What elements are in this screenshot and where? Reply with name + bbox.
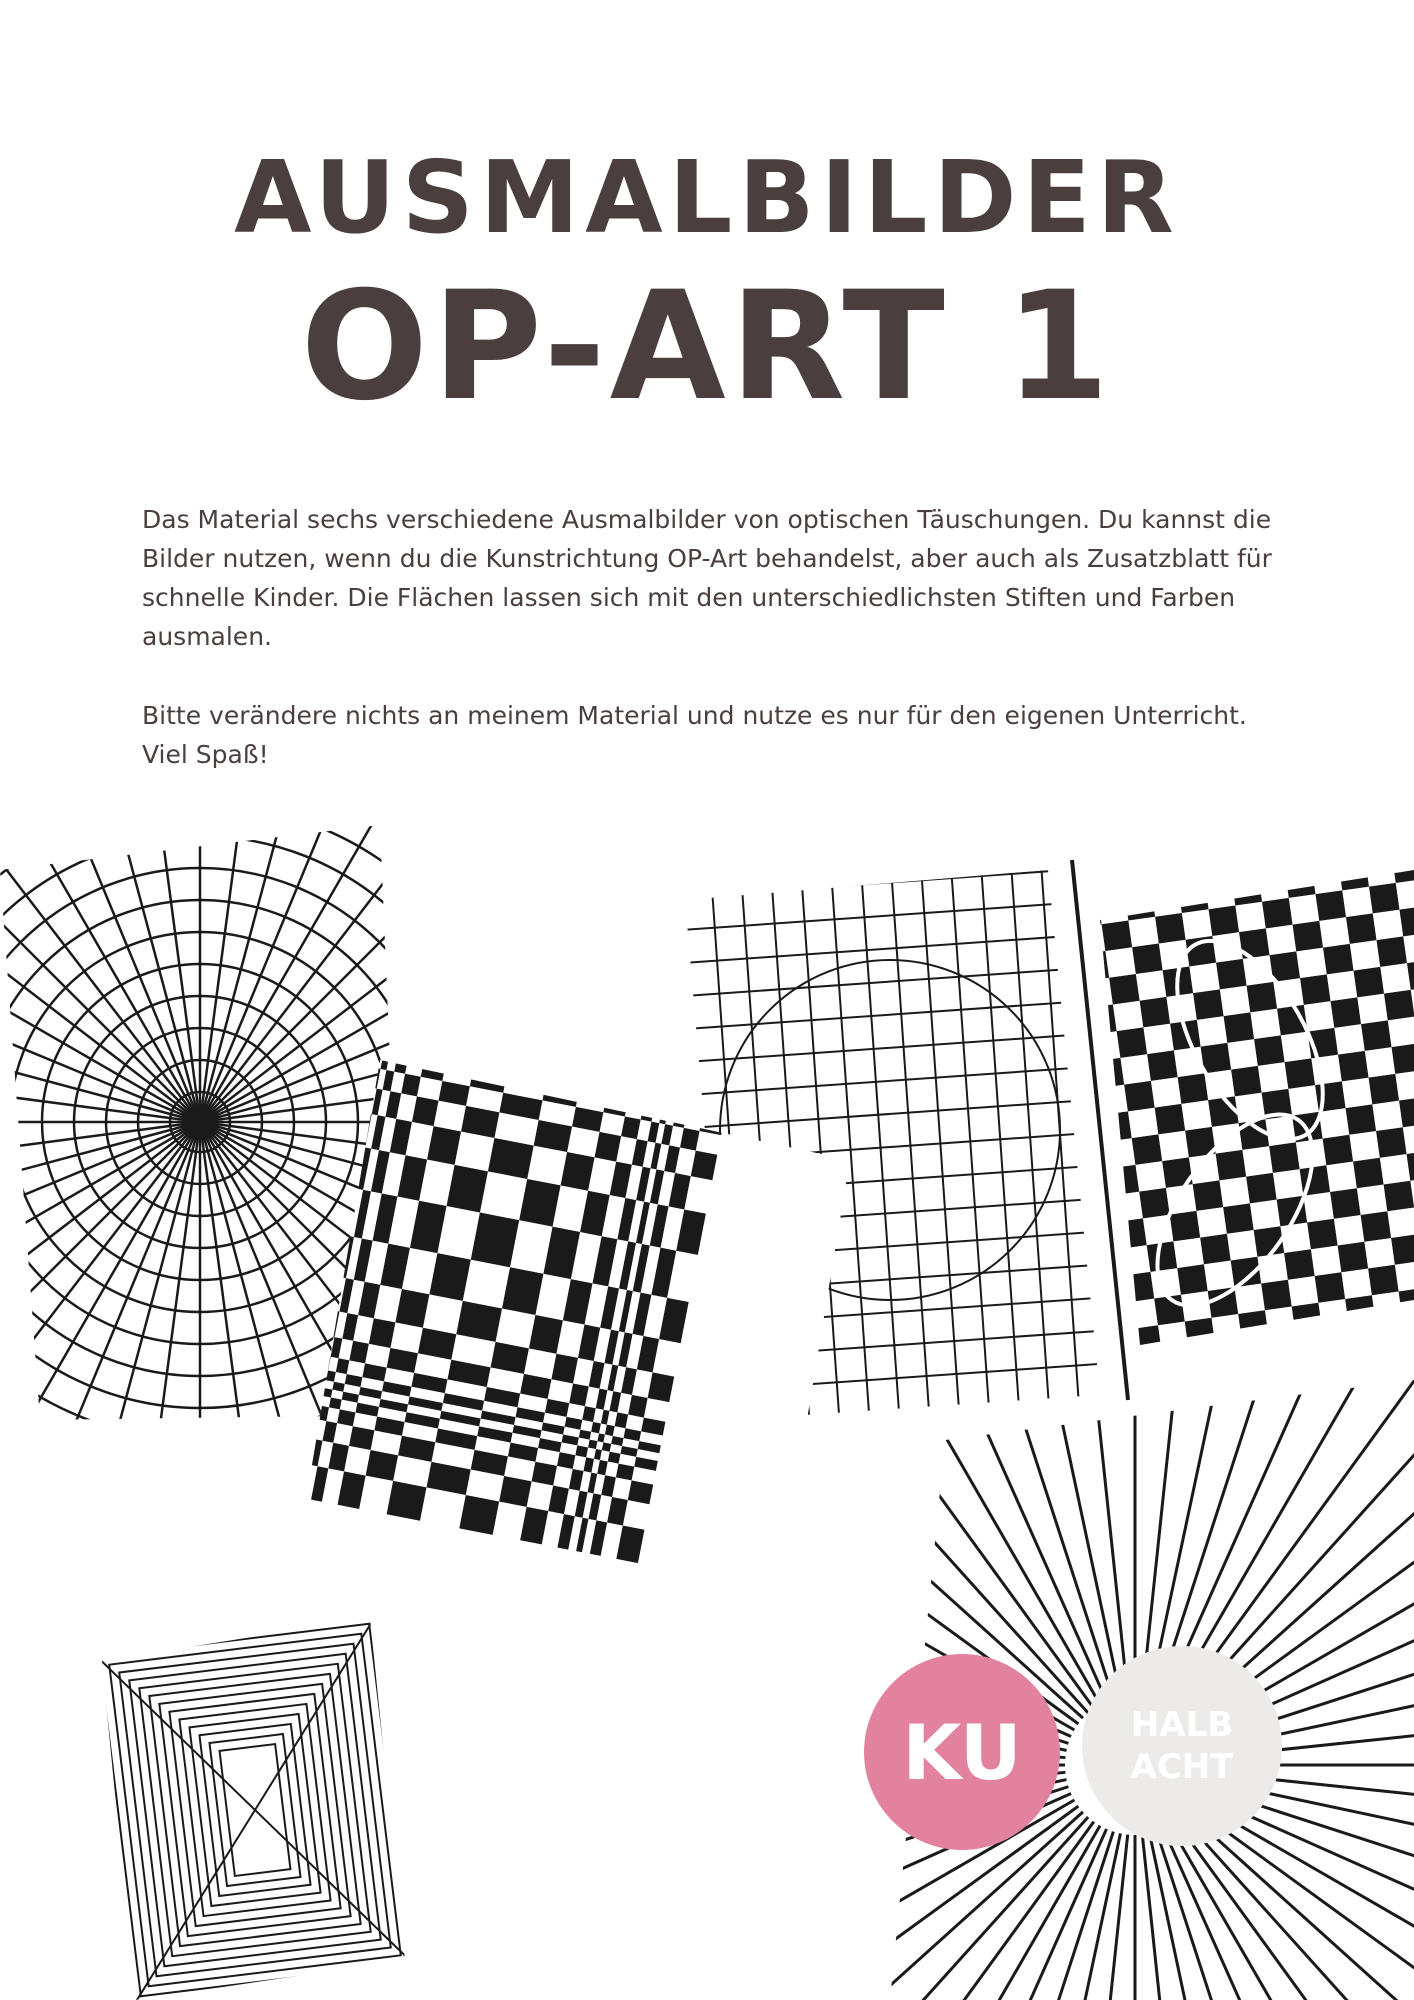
halbacht-badge [1082,1646,1282,1846]
square-spiral-coloring-page [89,1614,421,2000]
halbacht-line-1: HALB [1130,1705,1234,1745]
title-line-2: OP-ART 1 [300,260,1114,434]
intro-paragraph-1: Das Material sechs verschiedene Ausmalbilder von optischen Täuschungen. Du kannst die Bilder nutzen, wenn du die Kunstrichtung OP-Art behandelst, aber auch als Zusatzblatt für schnelle Kinder. Die Flächen lassen sich mit den unterschiedlichsten Stiften und Farben ausmalen. [142,505,1272,651]
halbacht-line-2: ACHT [1130,1747,1234,1787]
ku-badge-text: KU [902,1707,1022,1797]
ku-badge [864,1654,1060,1850]
intro-paragraph-2: Bitte verändere nichts an meinem Material und nutze es nur für den eigenen Unterricht. Viel Spaß! [142,701,1247,769]
title-line-1: AUSMALBILDER [234,139,1180,256]
